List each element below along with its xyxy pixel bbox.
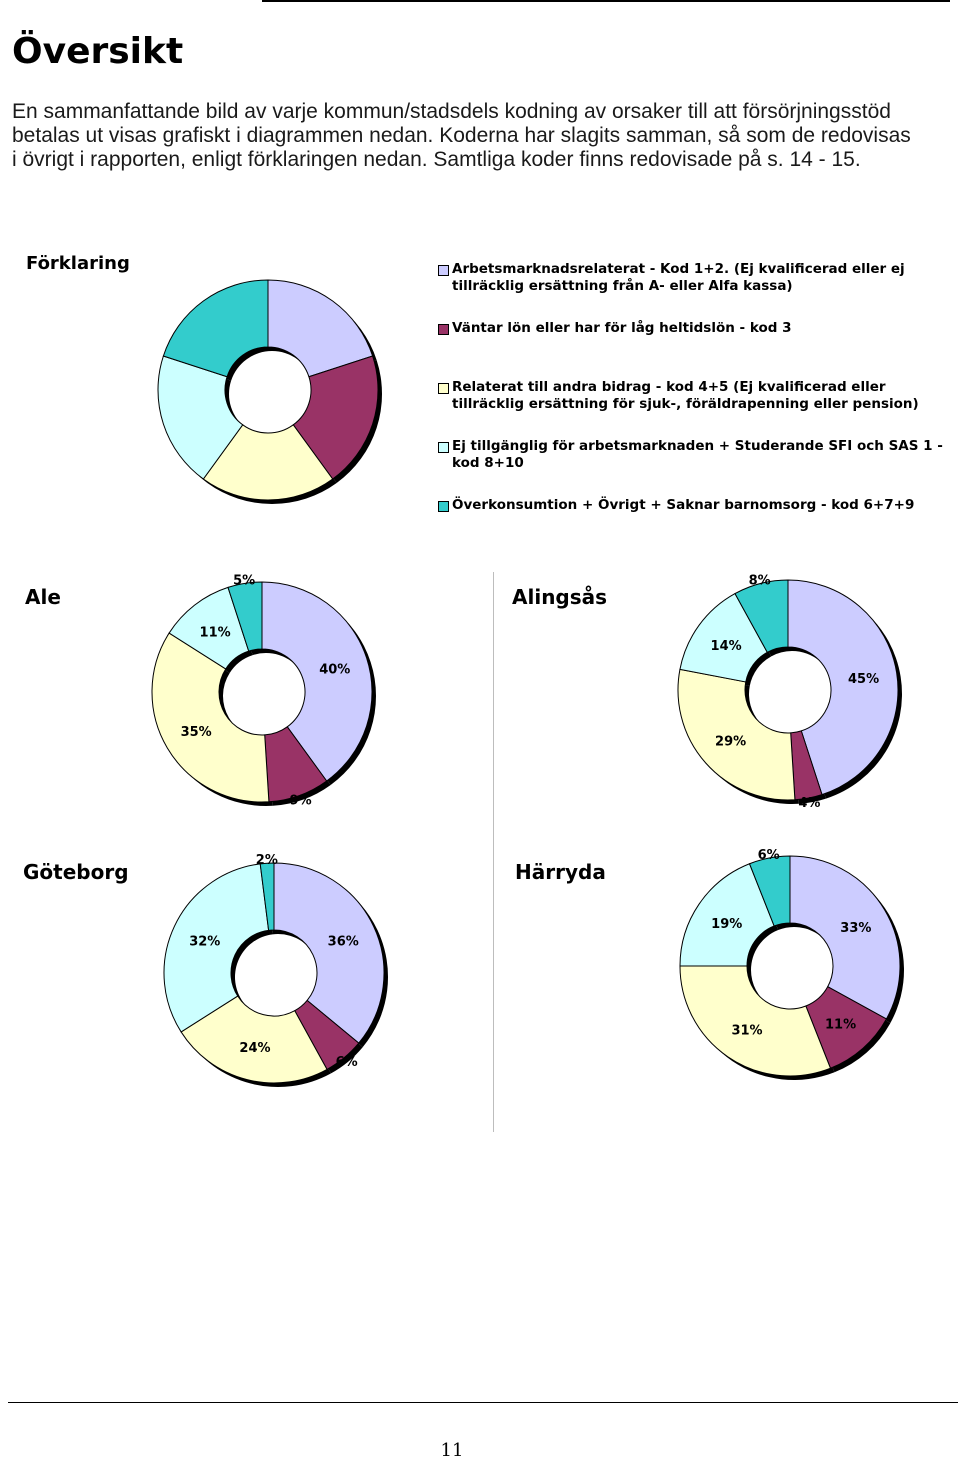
legend-item-arbetsmarknad xyxy=(438,261,953,320)
legend-list xyxy=(438,261,953,556)
legend-item-label: Väntar lön eller har för låg heltidslön - kod 3 xyxy=(452,320,792,336)
data-label-harryda-1: 11% xyxy=(825,1017,857,1033)
slice-harryda-arbetsmarknadsrelaterat xyxy=(790,856,900,1019)
column-divider xyxy=(493,572,494,1132)
legend-item-ej-tillganglig xyxy=(438,438,953,497)
data-label-ale-0: 40% xyxy=(319,662,351,678)
legend-item-andra-bidrag xyxy=(438,379,953,438)
data-label-alingsas-4: 8% xyxy=(748,573,771,589)
legend-swatch xyxy=(438,501,449,512)
legend-item-overkonsumtion xyxy=(438,497,953,556)
donut-chart-alingsas xyxy=(673,573,903,811)
data-label-harryda-0: 33% xyxy=(840,921,872,937)
data-label-goteborg-4: 2% xyxy=(255,853,278,869)
legend-item-label: Överkonsumtion + Övrigt + Saknar barnomsorg - kod 6+7+9 xyxy=(452,497,915,513)
chart-title-goteborg: Göteborg xyxy=(23,860,129,884)
top-rule xyxy=(262,0,950,2)
data-label-ale-4: 5% xyxy=(233,573,256,589)
data-label-ale-1: 9% xyxy=(289,793,312,809)
legend-item-label: Relaterat till andra bidrag - kod 4+5 (Ej kvalificerad eller tillräcklig ersättning för sjuk-, föräldrapenning eller pension) xyxy=(452,379,919,412)
page-number: 11 xyxy=(440,1440,464,1461)
chart-title-ale: Ale xyxy=(25,585,61,609)
data-label-harryda-3: 19% xyxy=(711,917,743,933)
legend-donut-chart xyxy=(153,275,383,505)
data-label-alingsas-1: 4% xyxy=(798,795,821,811)
data-label-alingsas-2: 29% xyxy=(715,734,747,750)
data-label-harryda-2: 31% xyxy=(731,1023,763,1039)
data-label-harryda-4: 6% xyxy=(757,848,780,864)
legend-swatch xyxy=(438,442,449,453)
page-title: Översikt xyxy=(12,31,184,72)
legend-swatch xyxy=(438,324,449,335)
legend-swatch xyxy=(438,265,449,276)
data-label-alingsas-3: 14% xyxy=(710,639,742,655)
legend-item-label: Arbetsmarknadsrelaterat - Kod 1+2. (Ej kvalificerad eller ej tillräcklig ersättning från A- eller Alfa kassa) xyxy=(452,261,905,294)
intro-paragraph: En sammanfattande bild av varje kommun/stadsdels kodning av orsaker till att försörjningsstöd betalas ut visas grafiskt i diagrammen nedan. Koderna har slagits samman, så som de redovisas i övrigt i rapporten, enligt förklaringen nedan. Samtliga koder finns redovisade på s. 14 - 15. xyxy=(12,100,911,171)
legend-item-vantar-lon xyxy=(438,320,953,379)
data-label-ale-2: 35% xyxy=(180,724,212,740)
chart-title-alingsas: Alingsås xyxy=(512,585,608,609)
data-label-goteborg-1: 6% xyxy=(335,1054,358,1070)
data-label-ale-3: 11% xyxy=(199,625,231,641)
legend-swatch xyxy=(438,383,449,394)
data-label-goteborg-2: 24% xyxy=(239,1041,271,1057)
donut-chart-goteborg xyxy=(159,853,389,1088)
slice-harryda-relaterat-till-andra-bidrag xyxy=(680,966,830,1076)
data-label-goteborg-0: 36% xyxy=(327,934,359,950)
data-label-goteborg-3: 32% xyxy=(189,934,221,950)
bottom-rule xyxy=(8,1402,958,1403)
legend-heading: Förklaring xyxy=(26,253,130,274)
legend-item-label: Ej tillgänglig för arbetsmarknaden + Studerande SFI och SAS 1 - kod 8+10 xyxy=(452,438,943,471)
chart-title-harryda: Härryda xyxy=(515,860,606,884)
donut-chart-harryda xyxy=(675,848,905,1081)
donut-chart-ale xyxy=(147,573,377,809)
data-label-alingsas-0: 45% xyxy=(847,672,880,688)
